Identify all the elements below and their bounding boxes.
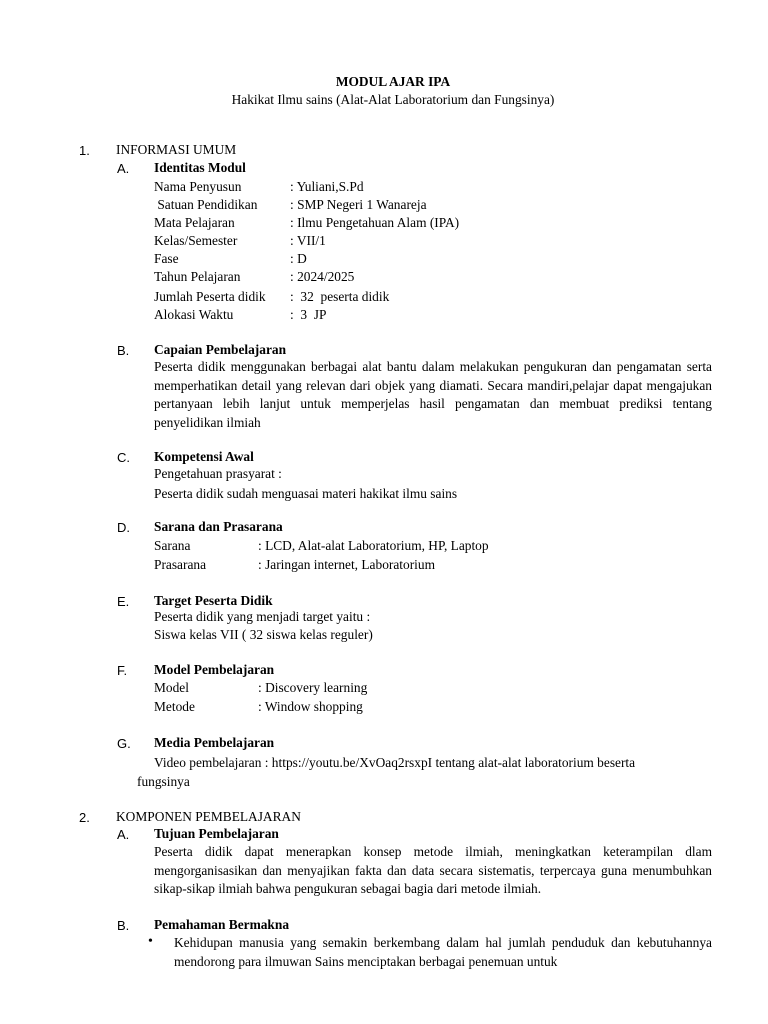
- identity-value: : VII/1: [290, 233, 326, 248]
- document-title: MODUL AJAR IPA: [335, 74, 451, 89]
- identity-label: Mata Pelajaran: [154, 215, 235, 230]
- section-title: INFORMASI UMUM: [116, 142, 237, 157]
- identity-label: Satuan Pendidikan: [154, 197, 258, 212]
- sarana-label: Prasarana: [154, 557, 207, 572]
- identity-label: Tahun Pelajaran: [154, 269, 241, 284]
- subsection-letter: C.: [117, 450, 130, 465]
- identity-value: : 32 peserta didik: [290, 289, 390, 304]
- sarana-value: : LCD, Alat-alat Laboratorium, HP, Laptop: [258, 538, 489, 553]
- tujuan-paragraph: Peserta didik dapat menerapkan konsep metode ilmiah, meningkatkan keterampilan dlam mengorganisasikan dan menyajikan fakta dan data secara sistematis, terpercaya guna menumbuhkan sikap-sikap ilmiah bahwa pengukuran sebagai bagia dari metode ilmiah.: [154, 844, 712, 896]
- section-number: 1.: [79, 143, 90, 158]
- model-value: : Window shopping: [258, 699, 363, 714]
- model-label: Model: [154, 680, 189, 695]
- media-line: Video pembelajaran : https://youtu.be/XvOaq2rsxpI tentang alat-alat laboratorium beserta: [154, 755, 636, 770]
- kompetensi-line: Peserta didik sudah menguasai materi hakikat ilmu sains: [154, 486, 458, 501]
- target-line: Siswa kelas VII ( 32 siswa kelas reguler): [154, 627, 373, 642]
- kompetensi-line: Pengetahuan prasyarat :: [154, 466, 282, 481]
- subsection-title: Model Pembelajaran: [154, 662, 275, 677]
- subsection-title: Target Peserta Didik: [154, 593, 273, 608]
- sarana-label: Sarana: [154, 538, 191, 553]
- identity-value: : D: [290, 251, 307, 266]
- subsection-letter: F.: [117, 663, 128, 678]
- subsection-title: Pemahaman Bermakna: [154, 917, 290, 932]
- identity-label: Fase: [154, 251, 179, 266]
- section-number: 2.: [79, 810, 90, 825]
- subsection-title: Capaian Pembelajaran: [154, 342, 287, 357]
- section-title: KOMPONEN PEMBELAJARAN: [116, 809, 301, 824]
- subsection-title: Kompetensi Awal: [154, 449, 254, 464]
- identity-value: : Ilmu Pengetahuan Alam (IPA): [290, 215, 460, 230]
- target-line: Peserta didik yang menjadi target yaitu :: [154, 609, 371, 624]
- subsection-letter: D.: [117, 520, 130, 535]
- identity-value: : 3 JP: [290, 307, 327, 322]
- subsection-title: Sarana dan Prasarana: [154, 519, 283, 534]
- subsection-letter: B.: [117, 343, 130, 358]
- identity-value: : 2024/2025: [290, 269, 355, 284]
- bullet-icon: •: [148, 934, 153, 949]
- capaian-paragraph: Peserta didik menggunakan berbagai alat bantu dalam melakukan pengukuran dan pengamatan serta memperhatikan detail yang relevan dari objek yang diamati. Secara mandiri,pelajar dapat mengajukan pertanyaan lebih lanjut untuk memperjelas hasil pengamatan dan membuat prediksi tentang penyelidikan ilmiah: [154, 359, 712, 430]
- identity-label: Jumlah Peserta didik: [154, 289, 266, 304]
- subsection-letter: B.: [117, 918, 130, 933]
- subsection-letter: A.: [117, 161, 130, 176]
- sarana-value: : Jaringan internet, Laboratorium: [258, 557, 435, 572]
- identity-label: Alokasi Waktu: [154, 307, 234, 322]
- subsection-letter: G.: [117, 736, 131, 751]
- identity-label: Kelas/Semester: [154, 233, 238, 248]
- subsection-title: Tujuan Pembelajaran: [154, 826, 279, 841]
- identity-value: : Yuliani,S.Pd: [290, 179, 364, 194]
- model-label: Metode: [154, 699, 195, 714]
- media-line: fungsinya: [137, 774, 190, 789]
- identity-label: Nama Penyusun: [154, 179, 242, 194]
- identity-value: : SMP Negeri 1 Wanareja: [290, 197, 427, 212]
- subsection-title: Identitas Modul: [154, 160, 246, 175]
- model-value: : Discovery learning: [258, 680, 368, 695]
- subsection-title: Media Pembelajaran: [154, 735, 275, 750]
- subsection-letter: E.: [117, 594, 130, 609]
- document-subtitle: Hakikat Ilmu sains (Alat-Alat Laboratorium dan Fungsinya): [231, 92, 555, 107]
- subsection-letter: A.: [117, 827, 130, 842]
- pemahaman-bullet: Kehidupan manusia yang semakin berkembang dalam hal jumlah penduduk dan kebutuhannya mendorong para ilmuwan Sains menciptakan berbagai penemuan untuk: [174, 935, 712, 969]
